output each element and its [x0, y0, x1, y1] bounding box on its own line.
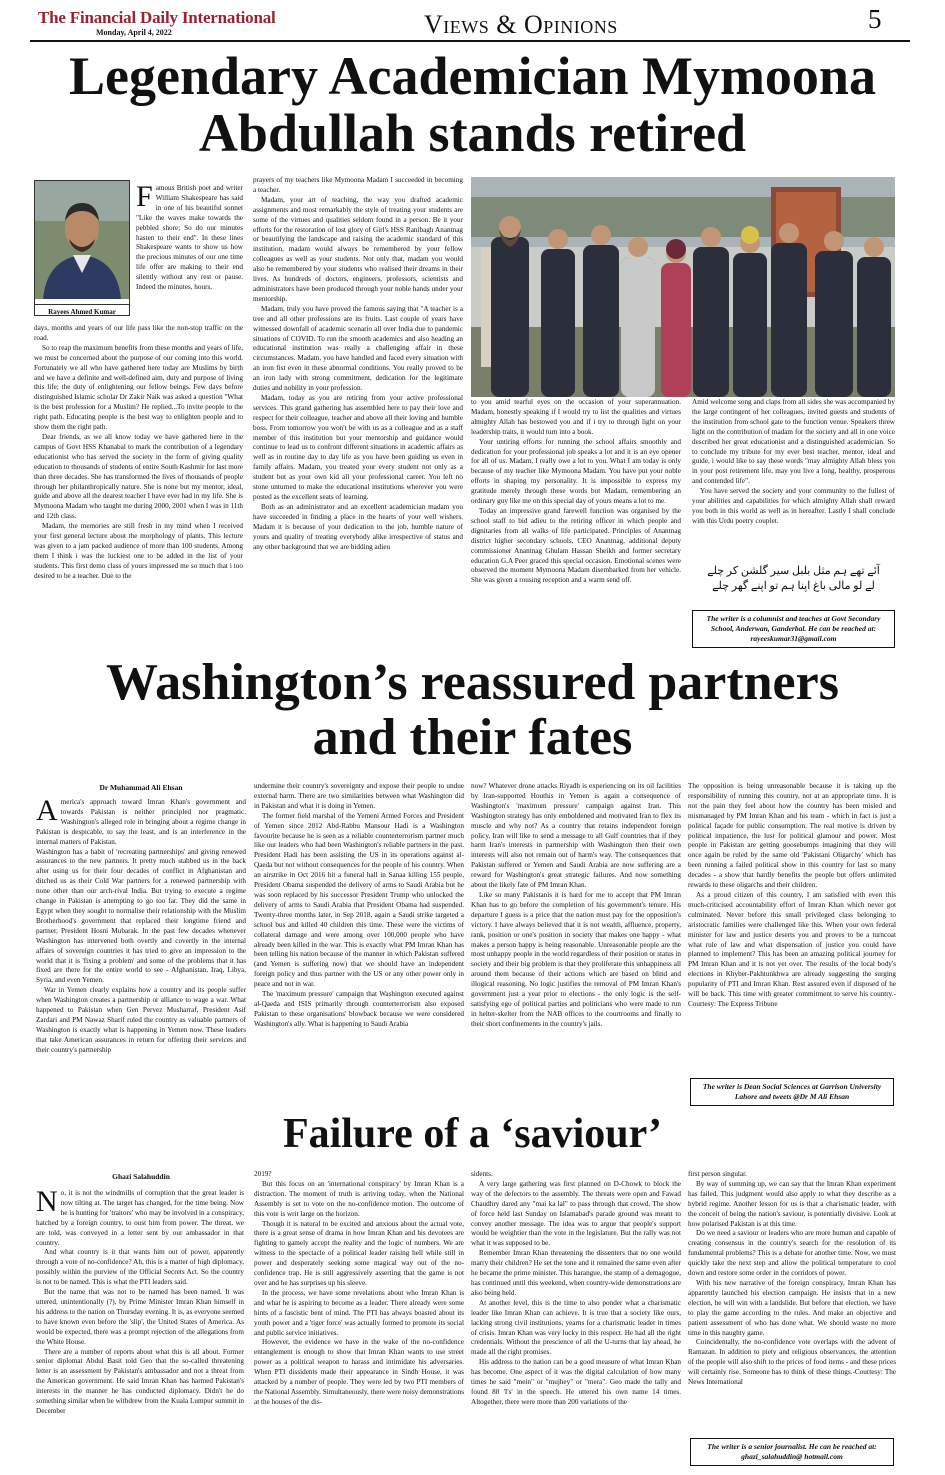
article2-headline-line2: and their fates [312, 708, 633, 766]
paragraph: War in Yemen clearly explains how a country and its people suffer when Washington creates a partnership or alliance to wage a war. What happened to Pakistan when Gen Pervez Musharraf, President Asif Zardari and PM Nawaz Sharif ruled the country as valuable partners of Washington is exactly what is happening in Yemen now. These leaders that take American assurances in return for offering their services and their country's partnership [36, 986, 246, 1054]
article2-author-box: The writer is Dean Social Sciences at Garrison University Lahore and tweets @Dr M Ali Ehsan [690, 1078, 894, 1106]
paragraph: As a proud citizen of this country, I am satisfied with even this much-criticised accountability effort of Imran Khan which never got culminated. Never before this small privileged class belonging to aristocratic families were challenged like this. When your own federal minister for law and justice deserts you and proves to be a turncoat what rule of law and what dispensation of justice you could have planned to implement? This has been an amazing political journey for PM Imran Khan and it is not yet over. The results of the local body's elections in Khyber-Pakhtunkhwa are already suggesting the surging popularity of PTI and Imran Khan. Rest assured even if disposed of he will be back. This time with greater commitment to serve his country.-Courtesy: The Express Tribune [688, 890, 896, 1008]
article1-column3 [471, 398, 681, 650]
paragraph: Your untiring efforts for running the school affairs smoothly and dedication for your professional job speaks a lot and it is an eye opener for all of us. Madam, I really owe a lot to you. What I am today is only because of my teacher like Mymoona Madam. You have put your noble efforts in shaping my personality. It is impossible to express my gratitude merely through these words but Madam, remembering an ordinary guy like me on this special day of yours means a lot to me. [471, 437, 681, 506]
farewell-group-photo [471, 177, 895, 397]
article2-column3 [471, 782, 681, 1104]
article3-author-box: The writer is a senior journalist. He can be reached at: ghazi_salahuddin@ hotmail.com [690, 1438, 894, 1466]
article3-column1 [36, 1189, 244, 1471]
paragraph: The 'maximum pressure' campaign that Washington executed against al-Qaeda and ISIS primarily through counterterrorism also exposed Pakistan to these organisations' blowback because we were considered Washington's ally. What is happening to Saudi Arabia [254, 990, 464, 1028]
article1-column1-top [136, 184, 243, 293]
article3-lead-text: o, it is not the windmills of corruption that the great leader is now tilting at. The target has changed, for the time being. Now he is hunting for 'traitors' who may be involved in a conspiracy, hatched by a foreign country, to oust him from power. The threat, we are told, was conveyed in a letter sent by our ambassador in that country. [36, 1189, 244, 1247]
article1-dropcap: F [136, 184, 153, 213]
article1-column2 [253, 176, 463, 650]
urdu-couplet-line2: لے لو مالی باغ اپنا ہم تو اپنے گھر چلے [712, 580, 875, 592]
article2-headline [10, 656, 935, 765]
paragraph: Amid welcome song and claps from all sides she was accompanied by the large contingent of her colleagues, invited guests and students of the institution from school gate to the function venue. Speakers threw light on the contribution of madam for the society and all in one voice described her great educationist and a distinguished academician. So to conclude my tribute for my ever best teacher, mentor, ideal and guide, i would like to say these words "may almighty Allah bless you in your post retirement life, may you live a long, healthy, prosperous and contended life". [692, 398, 895, 486]
paragraph: Madam, today as you are retiring from your active professional services. This grand gathering has assembled here to pay their love and respect for their colleague, teacher and above all their loving and humble boss. From tomorrow you won't be with us as a colleague and as a staff member of this institution but your mentorship and guidance would continue to lead us to confront different situations in academic affairs as well as in routine day to day life as you have been guiding us even in family affairs. Madam, you treated your every student not only as a student but as your own kid all your professional career. You left no stone unturned to make the educational institutions wherever you were posted as the excellent seats of learning. [253, 393, 463, 501]
section-title: Views & Opinions [424, 10, 618, 39]
paragraph: You have served the society and your community to the fullest of your abilities and capabilities for which almighty Allah shall reward you both in this world as well as in hereafter. Lastly I shall conclude with this Urdu poetry couplet. [692, 487, 895, 525]
paragraph: Madam, the memories are still fresh in my mind when I received your first general lecture about the morphology of plants. This lecture was given to a jam packed audience of more than 100 students. Among them I think i was the luckiest one to be added in the list of your students. This first demo class of yours impressed me so much that i too desired to be a teacher. Due to the [34, 522, 243, 580]
article1-headline [10, 48, 935, 161]
paragraph: At another level, this is the time to also ponder what a charismatic leader like Imran Khan can achieve. It is true that a society like ours, lacking strong civil institutions, yearns for a charismatic leader in times of crisis. Imran Khan was very lucky in this respect. He had all the right credentials. Without the prescience of all the U-turns that lay ahead, he made all the right promises. [471, 1298, 681, 1357]
paragraph: Washington has a habit of 'recreating partnerships' and giving renewed assurances to the new partners. It pretty much stabbed us in the back after using us for their four decades of conflict in Afghanistan and ditched us as their Cold War partners for a renewed partnership with none other than our arch-rival India. But trying to execute a regime change in Pakistan is attempting to go too far. They did the same in Egypt when they sought to normalise their relationship with the Muslim Brotherhood's government that replaced their longtime friend and partner, President Hosni Mubarak. In the past few decades whenever Washington has intervened both overtly and covertly in the internal affairs of sovereign countries it has tried to give an impression to the world that it is 'fixing a problem' and some of the problems that it has fixed are there for the entire world to see - Afghanistan, Iraq, Libya, Syria, and even Yemen. [36, 847, 246, 985]
paragraph: now? Whatever drone attacks Riyadh is experiencing on its oil facilities by Iran-supported Houthis in Yemen is again a consequence of Washington's 'maximum pressure' campaign against Iran. This Washington strategy has only emboldened and motivated Iran to flex its muscle and why not? As a country that retains independent foreign policy, Iran will like to send a message to all Gulf countries that if they harm Iran's interests in partnership with Washington then their own interests will also not remain out of harm's way. The consequences that Pakistan suffered or Yemen and Saudi Arabia are now suffering are a reward for Washington's great strategic failures. And now something about the likely fate of PM Imran Khan. [471, 782, 681, 890]
article2-lead-text: merica's approach toward Imran Khan's government and towards Pakistan is neither principled nor pragmatic. Washington's alleged role in bringing about a regime change in Pakistan is despicable, to say the least, and is an interference in the internal matters of Pakistan. [36, 798, 246, 846]
article2-column4 [688, 782, 896, 1072]
article2-column2 [254, 782, 464, 1104]
paragraph: The opposition is being unreasonable because it is taking up the responsibility of running this country, not at an appropriate time. It is not the pain they feel about how the country has been misled and mismanaged by PM Imran Khan and his team - which in fact is just a political façade for public consumption. The real motive is driven by political impatience, the lust for political glamour and power. Most people in Pakistan are getting goosebumps imagining that they will once again be ruled by the same old 'Pakistani Oligarchy' which has been running a failed political show in this country for last so many decades - a show that hardly benefits the people but offers unlimited rewards to these oligarchs and their children. [688, 782, 896, 890]
paragraph: to you amid tearful eyes on the occasion of your superannuation. Madam, honestly speaking if I would try to list the qualities and virtues almighty Allah has bestowed you and if i try to through light on your leadership traits, it would turn into a book. [471, 398, 681, 436]
paragraph: Like so many Pakistanis it is hard for me to accept that PM Imran Khan has to go before the completion of his government's tenure. His departure I guess is a price that the nation must pay for the opposition's victory. I have always believed that it is not wealth, affluence, property, rank, position or one's position in society that makes one happy - what makes a person happy is being reasonable. Unreasonable people are the most unhappy people in the world regardless of their position or status in society and their big problem is that they proliferate this unhappiness all around them because of their actions which are based on blind and illogical reasoning. No logic justifies the removal of PM Imran Khan's government just a year prior to elections - the only logic is the self-satisfying ego of political parties and politicians who were made to run in helter-skelter from the NAB offices to the courtrooms and finally to their short confinements in the country's jails. [471, 890, 681, 1028]
article3-column4 [688, 1170, 896, 1432]
urdu-couplet-line1: آئے تھے ہم مثل بلبل سیر گلشن کر چلے [707, 565, 880, 577]
paragraph: Madam, truly you have proved the famous saying that "A teacher is a tree and all other professions are its fruits. Last couple of years have witnessed downfall of academic scenario all over India due to pandemic situations of COVID. To run the smooth academics and also heading an educational institution was really a challenging affair in these circumstances. Madam, you have handled and faced every situation with an iron fist even in these abnormal conditions. You really proved to be an iron lady with strong commitment, dedication for the legitimate duties and nobility in your profession. [253, 304, 463, 393]
author-portrait [34, 180, 130, 316]
paragraph: Coincidentally, the no-confidence vote overlaps with the advent of Ramazan. In addition to piety and religious observances, the attention of the people will also shift to the prices of food items - and these prices will certainly rise. Someone has to think of these things.-Courtesy: The News International [688, 1338, 896, 1387]
paragraph: Though it is natural to be excited and anxious about the actual vote, there is a great sense of drama in how Imran Khan and his devotees are fighting to gamely accept the reality and the logic of numbers. We are witness to the spectacle of a political leader raising hell while still in power and desperately seeking some magical way out of the no-confidence trap. He is still aggressively asserting that the game is not over and he has surprises up his sleeve. [254, 1219, 464, 1287]
paragraph: undermine their country's sovereignty and expose their people to undue external harm. There are two similarities between what Washington did in Pakistan and what it is doing in Yemen. [254, 782, 464, 810]
paragraph: 2019? [254, 1170, 272, 1178]
paragraph: first person singular. [688, 1170, 747, 1178]
issue-date: Monday, April 4, 2022 [96, 28, 172, 37]
paragraph: However, the evidence we have in the wake of the no-confidence entanglement is enough to show that Imran Khan wants to use street power as a political weapon to harass and intimidate his adversaries. When PTI dissidents made their appearance in Sindh House, it was attacked by a number of people. They were led by two PTI members of the National Assembly. Simultaneously, there were noisy demonstrations at the houses of the dis- [254, 1338, 464, 1406]
paragraph: Do we need a saviour or leaders who are more human and capable of creating consensus in the country's search for the resolution of its fundamental problems? This is a debate for another time. Now, we must quickly take the next step and allow the political temperature to cool down and restore some order in the corridors of power. [688, 1229, 896, 1278]
article1-author-box: The writer is a columnist and teaches at Govt Secondary School, Anderwan, Ganderbal. He can be reached at: rayeeskumar31@gmail.com [692, 610, 895, 648]
paragraph: The former field marshal of the Yemeni Armed Forces and President of Yemen since 2012 Abd-Rabbu Mansour Hadi is a Washington favourite because he is seen as a reliable counterterrorism partner much like our leaders who had been Washington's reliable partners in the past. President Hadi has been assisting the US in its operations against al-Qaeda but not without consequences for the people of his country. When an airstrike in Oct 2016 hit a funeral hall in Sanaa killing 155 people, President Obama suspended the delivery of arms to Saudi Arabia but he was soon replaced by his successor President Trump who unlocked the delivery of arms to Saudi Arabia that President Obama had suspended. Twenty-three months later, in Sep 2018, again a Saudi strike targeted a school bus and killed 40 children this time. These were the victims of collateral damage and were among over 100,000 people who have already been killed in the war. This is exactly what PM Imran Khan has been telling his nation because of the manner in which Pakistan suffered (and Yemen is suffering now) that we should have an independent foreign policy and thus partner with the US or any other power only in peace and not in war. [254, 811, 464, 989]
urdu-couplet [692, 564, 895, 594]
paragraph: Remember Imran Khan threatening the dissenters that no one would marry their children? He set the tone and it remained the same even after he became the prime minister. This harangue, the stamp of a demagogue, has continued until this weekend, when country-wide demonstrations are also being held. [471, 1249, 681, 1297]
paragraph: And what country is it that wants him out of power, apparently through a vote of no-confidence? Ah, this is a matter of high diplomacy, possibly within the purview of the Official Secrets Act. So the country is not to be named. This is what the PTI leaders said. [36, 1248, 244, 1287]
paragraph: Both as an administrator and an excellent academician madam you have succeeded in finding a place in the hearts of your well wishers. Madam it is because of your dedication to the job, humble nature of yours and quality of treating everybody alike irrespective of status and any other background that we are bidding adieu [253, 502, 463, 551]
paragraph: days, months and years of our life pass like the non-stop traffic on the road. [34, 324, 243, 342]
paragraph: In the process, we have some revelations about who Imran Khan is and what he is aspiring to become as a leader. There already were some hints of a fascistic bent of mind. The PTI has always boasted about its youth power and a 'tiger force' was actually formed to promote its social and public service initiatives. [254, 1288, 464, 1337]
paragraph: Madam, your art of teaching, the way you drafted academic assignments and most remarkably the style of treating your students are some of the virtues and qualities seldom found in a person. Be it your efforts for the restoration of lost glory of Girl's HSS Ranibagh Anantnag or beautifying the landscape and raising the academic standard of this institution, madam would always be remembered by your fellow colleagues as well as your students. Not only that, madam you would also be remembered by your students who realised their dreams in their lives. As hundreds of doctors, engineers, professors, scientists and administrators have been produced through your noble hands under your mentorship. [253, 195, 463, 303]
group-photo-image [471, 177, 895, 397]
paragraph: With his new narrative of the foreign conspiracy, Imran Khan has apparently launched his election campaign. He insists that in a new election, he will win with a landslide. But before that election, we have to play the game according to the rules. And make an objective and patient assessment of who has done what. We should waste no more time in this naughty game. [688, 1278, 896, 1337]
article1-headline-line2: Abdullah stands retired [198, 102, 747, 163]
newspaper-name: The Financial Daily International [38, 8, 276, 27]
article2-byline: Dr Muhammad Ali Ehsan [99, 783, 183, 792]
article2-column1 [36, 798, 246, 1104]
article2-dropcap: A [36, 798, 58, 827]
portrait-photo [35, 181, 129, 299]
article1-lead-text: amous British poet and writer William Shakespeare has said in one of his beautiful sonnet "Like the waves make towards the pebbled shore; So do our minutes hasten to their end". In these lines Shakespeare wants to show us how the precious minutes of our one time life offer are making to their end silently without any rest or pause. Indeed the minutes, hours, [136, 184, 243, 292]
article2-headline-line1: Washington’s reassured partners [106, 654, 839, 711]
paragraph: Dear friends, as we all know today we have gathered here in the campus of Govt HSS Khanabal to mark the contribution of a legendary educationist who has served the society in the form of giving quality education to thousands of students of entire South Kashmir for last more than three decades. She has transformed the lives of thousands of people through her philanthropically nature. She is none but my mentor, ideal, guide and above all the dearest teacher I have ever had in my life. She is Mymoona Madam who taught me during 2000, 2001 when I was in 11th and 12th class. [34, 432, 243, 521]
article3-byline: Ghazi Salahuddin [112, 1172, 170, 1181]
paragraph: A very large gathering was first planned on D-Chowk to block the way of the defectors to the assembly. The threats were open and Fawad Chaudhry dared any "mai ka lal" to pass through that crowd. The show of force held last Sunday on Islamabad's parade ground was meant to convey another message. The idea was to argue that people's support would be weightier than the vote in the legislature. But the rally was not what it was supposed to be. [471, 1179, 681, 1248]
portrait-caption: Rayees Ahmed Kumar [35, 304, 129, 320]
article3-dropcap: N [36, 1189, 58, 1218]
article3-headline: Failure of a ‘saviour’ [282, 1111, 663, 1157]
article1-column4 [692, 398, 895, 558]
article3-column2 [254, 1170, 464, 1471]
header-rule [30, 40, 910, 42]
paragraph: By way of summing up, we can say that the Imran Khan experiment has failed. This judgment would also apply to what they describe as a hybrid regime. Another lesson for us is that a charismatic leader, with the conceit of being the nation's saviour, is potentially divisive. Look at how polarised Pakistan is at this time. [688, 1179, 896, 1228]
paragraph: There are a number of reports about what this is all about. Former senior diplomat Abdul Basit told Geo that the so-called threatening letter is an assessment by Pakistan's ambassador and not a threat from the American government. He said Imran Khan has harmed Pakistan's interests in the manner he has conducted diplomacy. Didn't he do something similar when he withdrew from the Kuala Lumpur summit in December [36, 1347, 244, 1415]
paragraph: His address to the nation can be a good measure of what Imran Khan has become. One aspect of it was the digital calculation of how many times he said "mein" or "mujhey" or "mera". Geo made the tally and found 88 'I's' in the speech. He uttered his own name 14 times. Altogether, there were more than 200 variations of the [471, 1358, 681, 1406]
paragraph: Today an impressive grand farewell function was organised by the school staff to bid adieu to the retiring officer in which people and dignitaries from all walks of life participated. Principles of Anantnag district higher secondary schools, CEO Anantnag, additional deputy commissioner Anantnag Ghulam Hassan Sheikh and former secretary education G.A Peer graced this special occasion. Emotional scenes were observed the moment Mymoona Madam disembarked from her vehicle. She was given a rousing reception and a warm send off. [471, 506, 681, 585]
paragraph: prayers of my teachers like Mymoona Madam I succeeded in becoming a teacher. [253, 176, 463, 194]
paragraph: But the name that was not to be named has been named. It was uttered, unintentionally (?), by Prime Minister Imran Khan himself in his address to the nation on Thursday evening. It is, as everyone seemed to have known even before the 'slip', the United States of America. As would be expected, there was a prompt rejection of the allegations from the White House. [36, 1288, 244, 1346]
page-number: 5 [868, 4, 882, 34]
article1-column1 [34, 324, 243, 650]
article3-column3 [471, 1170, 681, 1471]
article1-headline-line1: Legendary Academician Mymoona [69, 46, 876, 106]
paragraph: But this focus on an 'international conspiracy' by Imran Khan is a distraction. The moment of truth is arriving today, when the National Assembly is set to vote on the no-confidence motion. The outcome of this vote is writ large on the horizon. [254, 1179, 464, 1218]
paragraph: sidents. [471, 1170, 493, 1178]
paragraph: So to reap the maximum benefits from these months and years of life, we must be concerned about the purpose of our coming into this world. Fortunately we all who have gathered here today are Muslims by birth and we have a definite and well-defined aim, duty and purpose of living this life; the duty of enlightening our fellow beings. Few days before distinguished Islamic scholar Dr Zakir Naik was asked a question "What is the best profession for a Muslim? He replied...To invite people to the right path. Educating people is the best way to enlighten people and to show them the right path. [34, 343, 243, 432]
